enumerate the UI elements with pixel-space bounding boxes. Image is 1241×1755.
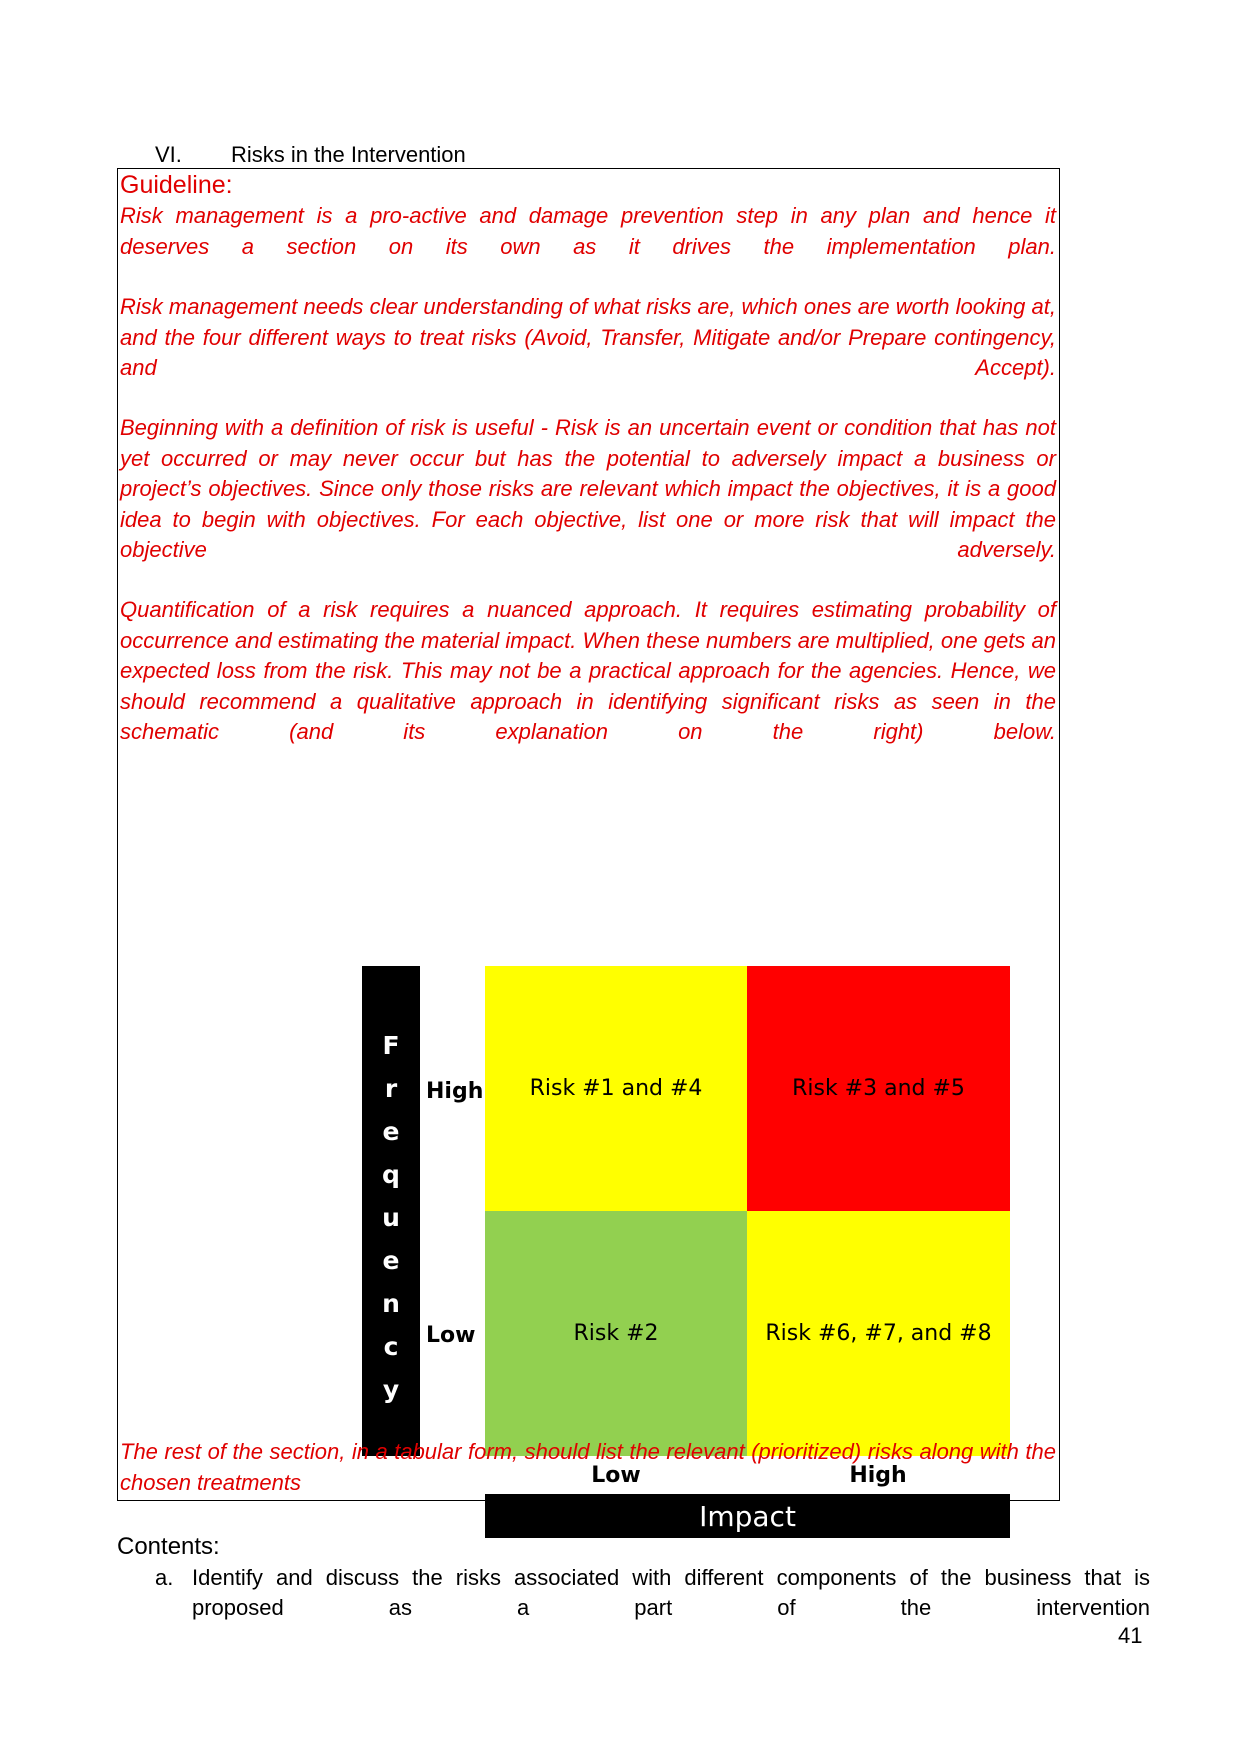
page-number: 41 xyxy=(1118,1623,1143,1648)
cell-high-frequency-low-impact xyxy=(485,966,747,1211)
cell-text: Risk #6, #7, and #8 xyxy=(765,1321,992,1346)
col-label-low: Low xyxy=(591,1463,641,1488)
row-label-low: Low xyxy=(426,1323,476,1348)
section-heading xyxy=(155,142,466,168)
contents-title: Contents: xyxy=(117,1533,220,1560)
guideline-paragraph-3: Beginning with a definition of risk is useful - Risk is an uncertain event or condition that has not yet occurred or may never occur but has the potential to adversely impact a business or project’s objectives. Since only those risks are relevant which impact the objectives, it is a good idea to begin with objectives. For each objective, list one or more risk that will impact the objective adversely. xyxy=(120,415,1056,562)
section-title: Risks in the Intervention xyxy=(231,142,466,167)
frequency-axis-letter: n xyxy=(382,1289,400,1318)
cell-low-frequency-high-impact xyxy=(747,1211,1010,1456)
cell-text: Risk #1 and #4 xyxy=(529,1076,703,1101)
guideline-closing: The rest of the section, in a tabular form, should list the relevant (prioritized) risks along with the chosen treatments xyxy=(120,1439,1056,1495)
guideline-paragraph-1: Risk management is a pro-active and damage prevention step in any plan and hence it deserves a section on its own as it drives the implementation plan. xyxy=(120,203,1056,259)
list-item-text: Identify and discuss the risks associated with different components of the business that is proposed as a part of the intervention xyxy=(192,1565,1150,1620)
row-label-high: High xyxy=(426,1079,484,1104)
cell-high-frequency-high-impact xyxy=(747,966,1010,1211)
guideline-title: Guideline: xyxy=(120,171,233,199)
frequency-axis-letter: u xyxy=(382,1203,400,1232)
section-number: VI. xyxy=(155,142,182,167)
frequency-axis-letter: q xyxy=(382,1160,400,1189)
impact-axis-bar xyxy=(485,1494,1010,1538)
frequency-axis-letter: e xyxy=(382,1117,400,1146)
frequency-axis-letter: F xyxy=(382,1031,400,1060)
cell-low-frequency-low-impact xyxy=(485,1211,747,1456)
guideline-paragraph-2: Risk management needs clear understanding of what risks are, which ones are worth looking at, and the four different ways to treat risks (Avoid, Transfer, Mitigate and/or Prepare contingency, and Accept). xyxy=(120,294,1056,380)
col-label-high: High xyxy=(849,1463,907,1488)
guideline-paragraph-4: Quantification of a risk requires a nuanced approach. It requires estimating probability of occurrence and estimating the material impact. When these numbers are multiplied, one gets an expected loss from the risk. This may not be a practical approach for the agencies. Hence, we should recommend a qualitative approach in identifying significant risks as seen in the schematic (and its explanation on the right) below. xyxy=(120,597,1056,744)
guideline-box xyxy=(117,168,1060,1533)
cell-text: Risk #3 and #5 xyxy=(792,1076,965,1101)
list-marker: a. xyxy=(155,1565,174,1590)
frequency-axis-letter: e xyxy=(382,1246,400,1275)
frequency-axis-letter: y xyxy=(382,1375,400,1404)
frequency-axis-letter: c xyxy=(383,1332,399,1361)
cell-text: Risk #2 xyxy=(573,1321,659,1346)
impact-axis-label: Impact xyxy=(699,1499,796,1533)
frequency-axis-letter: r xyxy=(384,1074,398,1103)
frequency-axis-bar xyxy=(362,966,420,1456)
